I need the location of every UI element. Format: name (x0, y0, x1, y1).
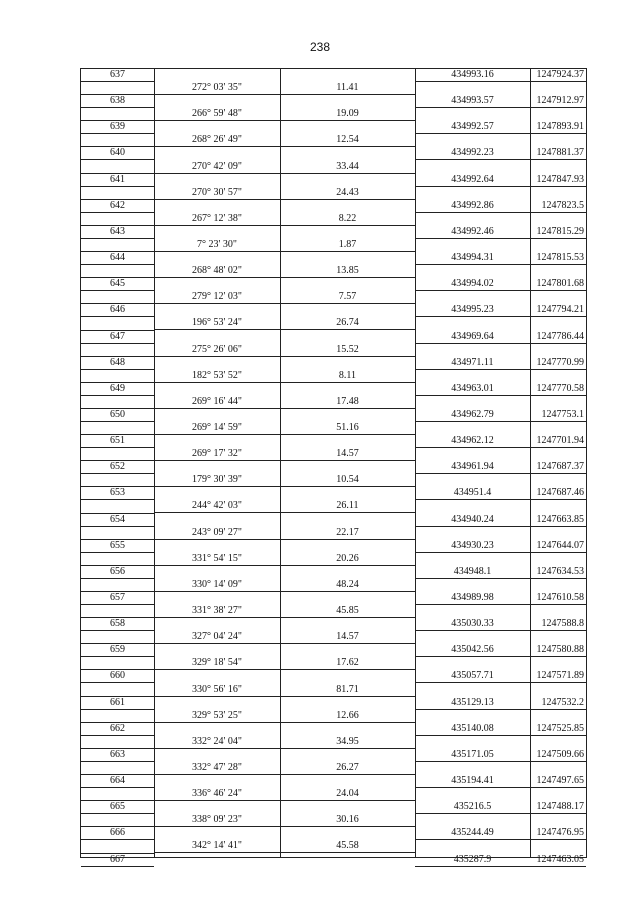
point-y: 1247687.46 (536, 487, 584, 499)
row-divider (81, 356, 154, 357)
point-y: 1247801.68 (536, 278, 584, 290)
segment-distance: 26.27 (336, 761, 359, 773)
point-y: 1247663.85 (536, 513, 584, 525)
segment-distance: 12.66 (336, 709, 359, 721)
row-divider (415, 133, 586, 134)
point-x: 435030.33 (451, 618, 494, 630)
point-id: 649 (110, 382, 125, 394)
segment-distance: 45.58 (336, 840, 359, 852)
row-divider (81, 264, 154, 265)
row-divider (81, 669, 154, 670)
segment-bearing: 331° 38' 27" (192, 605, 242, 617)
segment-bearing: 243° 09' 27" (192, 526, 242, 538)
row-divider (154, 303, 415, 304)
row-divider (154, 722, 415, 723)
segment-bearing: 275° 26' 06" (192, 343, 242, 355)
segment-distance: 20.26 (336, 552, 359, 564)
segment-distance: 81.71 (336, 683, 359, 695)
row-divider (81, 696, 154, 697)
point-y: 1247924.37 (536, 69, 584, 80)
point-x: 434992.46 (451, 225, 494, 237)
row-divider (154, 617, 415, 618)
point-id: 660 (110, 670, 125, 682)
segment-bearing: 342° 14' 41" (192, 840, 242, 852)
row-divider (415, 656, 586, 657)
row-divider (81, 146, 154, 147)
row-divider (154, 696, 415, 697)
point-y: 1247912.97 (536, 95, 584, 107)
row-divider (81, 774, 154, 775)
segment-bearing: 331° 54' 15" (192, 552, 242, 564)
row-divider (81, 800, 154, 801)
segment-bearing: 196° 53' 24" (192, 317, 242, 329)
row-divider (81, 617, 154, 618)
row-divider (415, 107, 586, 108)
segment-bearing: 329° 18' 54" (192, 657, 242, 669)
row-divider (81, 94, 154, 95)
row-divider (154, 251, 415, 252)
segment-distance: 30.16 (336, 814, 359, 826)
row-divider (81, 552, 154, 553)
point-y: 1247753.1 (541, 408, 584, 420)
point-x: 434962.12 (451, 435, 494, 447)
point-x: 434993.16 (451, 69, 494, 80)
row-divider (154, 486, 415, 487)
row-divider (415, 316, 586, 317)
point-id: 650 (110, 408, 125, 420)
segment-bearing: 330° 14' 09" (192, 578, 242, 590)
point-x: 434948.1 (453, 565, 492, 577)
row-divider (81, 277, 154, 278)
point-id: 665 (110, 801, 125, 813)
segment-distance: 12.54 (336, 134, 359, 146)
row-divider (81, 748, 154, 749)
row-divider (81, 722, 154, 723)
row-divider (415, 761, 586, 762)
row-divider (154, 512, 415, 513)
row-divider (415, 421, 586, 422)
row-divider (81, 330, 154, 331)
row-divider (81, 225, 154, 226)
point-x: 434993.57 (451, 95, 494, 107)
row-divider (154, 826, 415, 827)
row-divider (154, 643, 415, 644)
row-divider (81, 238, 154, 239)
segment-distance: 26.11 (336, 500, 359, 512)
segment-distance: 19.09 (336, 108, 359, 120)
row-divider (81, 630, 154, 631)
point-id: 641 (110, 173, 125, 185)
point-y: 1247687.37 (536, 461, 584, 473)
point-id: 657 (110, 592, 125, 603)
row-divider (415, 578, 586, 579)
row-divider (81, 382, 154, 383)
point-x: 435194.41 (451, 775, 494, 787)
point-id: 637 (110, 69, 125, 80)
row-divider (154, 434, 415, 435)
point-id: 656 (110, 565, 125, 577)
segment-bearing: 270° 42' 09" (192, 160, 242, 172)
row-divider (154, 591, 415, 592)
point-id: 653 (110, 487, 125, 499)
row-divider (154, 120, 415, 121)
point-x: 434989.98 (451, 592, 494, 603)
point-id: 652 (110, 461, 125, 473)
point-x: 435216.5 (453, 801, 492, 813)
point-id: 644 (110, 252, 125, 264)
point-x: 434992.23 (451, 147, 494, 159)
point-x: 435287.9 (453, 853, 492, 865)
point-y: 1247847.93 (536, 173, 584, 185)
point-y: 1247610.58 (536, 592, 584, 603)
point-id: 646 (110, 304, 125, 316)
point-id: 661 (110, 696, 125, 708)
point-y: 1247770.58 (536, 382, 584, 394)
row-divider (154, 277, 415, 278)
segment-bearing: 269° 17' 32" (192, 448, 242, 460)
row-divider (415, 395, 586, 396)
row-divider (81, 578, 154, 579)
point-y: 1247588.8 (541, 618, 584, 630)
point-x: 434992.64 (451, 173, 494, 185)
row-divider (81, 604, 154, 605)
segment-bearing: 179° 30' 39" (192, 474, 242, 486)
point-y: 1247634.53 (536, 565, 584, 577)
point-id: 658 (110, 618, 125, 630)
segment-distance: 26.74 (336, 317, 359, 329)
row-divider (154, 539, 415, 540)
row-divider (81, 839, 154, 840)
point-y: 1247786.44 (536, 330, 584, 342)
row-divider (154, 173, 415, 174)
point-y: 1247815.53 (536, 252, 584, 264)
point-id: 664 (110, 775, 125, 787)
point-x: 434971.11 (451, 356, 494, 368)
point-y: 1247770.99 (536, 356, 584, 368)
segment-bearing: 270° 30' 57" (192, 186, 242, 198)
segment-distance: 7.57 (338, 291, 357, 303)
row-divider (81, 787, 154, 788)
row-divider (81, 813, 154, 814)
row-divider (415, 604, 586, 605)
segment-bearing: 332° 24' 04" (192, 735, 242, 747)
segment-bearing: 327° 04' 24" (192, 631, 242, 643)
row-divider (154, 408, 415, 409)
row-divider (81, 81, 154, 82)
segment-bearing: 336° 46' 24" (192, 788, 242, 800)
point-y: 1247823.5 (541, 199, 584, 211)
segment-bearing: 329° 53' 25" (192, 709, 242, 721)
point-y: 1247463.05 (536, 853, 584, 865)
segment-distance: 48.24 (336, 578, 359, 590)
segment-distance: 14.57 (336, 448, 359, 460)
row-divider (415, 81, 586, 82)
point-id: 639 (110, 121, 125, 133)
row-divider (81, 303, 154, 304)
row-divider (154, 852, 415, 853)
point-y: 1247488.17 (536, 801, 584, 813)
row-divider (154, 356, 415, 357)
segment-distance: 14.57 (336, 631, 359, 643)
row-divider (81, 395, 154, 396)
point-id: 655 (110, 539, 125, 551)
row-divider (81, 513, 154, 514)
row-divider (81, 486, 154, 487)
row-divider (81, 866, 154, 867)
row-divider (154, 774, 415, 775)
row-divider (81, 447, 154, 448)
point-x: 435171.05 (451, 748, 494, 760)
point-y: 1247497.65 (536, 775, 584, 787)
row-divider (415, 813, 586, 814)
row-divider (81, 212, 154, 213)
segment-distance: 13.85 (336, 265, 359, 277)
row-divider (81, 369, 154, 370)
segment-bearing: 279° 12' 03" (192, 291, 242, 303)
segment-distance: 33.44 (336, 160, 359, 172)
row-divider (415, 159, 586, 160)
row-divider (415, 787, 586, 788)
segment-bearing: 272° 03' 35" (192, 82, 242, 94)
segment-bearing: 268° 26' 49" (192, 134, 242, 146)
row-divider (81, 316, 154, 317)
row-divider (415, 264, 586, 265)
row-divider (81, 499, 154, 500)
point-id: 642 (110, 199, 125, 211)
row-divider (154, 199, 415, 200)
segment-distance: 24.04 (336, 788, 359, 800)
segment-bearing: 266° 59' 48" (192, 108, 242, 120)
row-divider (415, 552, 586, 553)
segment-distance: 11.41 (336, 82, 359, 94)
row-divider (81, 643, 154, 644)
point-id: 640 (110, 147, 125, 159)
row-divider (81, 460, 154, 461)
point-x: 434940.24 (451, 513, 494, 525)
row-divider (415, 238, 586, 239)
row-divider (415, 866, 586, 867)
row-divider (415, 290, 586, 291)
page-number: 238 (309, 40, 331, 54)
row-divider (154, 94, 415, 95)
segment-distance: 34.95 (336, 735, 359, 747)
row-divider (81, 199, 154, 200)
segment-distance: 17.48 (336, 395, 359, 407)
point-y: 1247571.89 (536, 670, 584, 682)
row-divider (415, 186, 586, 187)
segment-distance: 51.16 (336, 422, 359, 434)
segment-bearing: 182° 53' 52" (192, 369, 242, 381)
point-id: 643 (110, 225, 125, 237)
row-divider (81, 434, 154, 435)
point-id: 666 (110, 827, 125, 839)
segment-distance: 24.43 (336, 186, 359, 198)
segment-distance: 10.54 (336, 474, 359, 486)
point-x: 434969.64 (451, 330, 494, 342)
row-divider (81, 251, 154, 252)
row-divider (81, 120, 154, 121)
segment-distance: 15.52 (336, 343, 359, 355)
point-y: 1247644.07 (536, 539, 584, 551)
row-divider (81, 107, 154, 108)
row-divider (154, 329, 415, 330)
row-divider (154, 460, 415, 461)
row-divider (81, 735, 154, 736)
row-divider (81, 133, 154, 134)
row-divider (415, 709, 586, 710)
segment-bearing: 268° 48' 02" (192, 265, 242, 277)
point-y: 1247701.94 (536, 435, 584, 447)
point-x: 434962.79 (451, 408, 494, 420)
point-y: 1247881.37 (536, 147, 584, 159)
point-x: 434994.31 (451, 252, 494, 264)
row-divider (415, 630, 586, 631)
row-divider (415, 735, 586, 736)
point-y: 1247893.91 (536, 121, 584, 133)
row-divider (154, 800, 415, 801)
segment-bearing: 244° 42' 03" (192, 500, 242, 512)
row-divider (415, 369, 586, 370)
row-divider (154, 382, 415, 383)
point-y: 1247525.85 (536, 722, 584, 734)
segment-bearing: 267° 12' 38" (192, 212, 242, 224)
row-divider (415, 499, 586, 500)
point-id: 654 (110, 513, 125, 525)
point-y: 1247794.21 (536, 304, 584, 316)
row-divider (81, 421, 154, 422)
segment-distance: 8.22 (338, 212, 357, 224)
row-divider (81, 761, 154, 762)
point-x: 434951.4 (453, 487, 492, 499)
point-y: 1247580.88 (536, 644, 584, 656)
segment-bearing: 332° 47' 28" (192, 761, 242, 773)
point-y: 1247815.29 (536, 225, 584, 237)
point-id: 667 (110, 853, 125, 865)
row-divider (415, 839, 586, 840)
segment-bearing: 330° 56' 16" (192, 683, 242, 695)
point-y: 1247532.2 (541, 696, 584, 708)
segment-bearing: 269° 14' 59" (192, 422, 242, 434)
point-x: 434994.02 (451, 278, 494, 290)
point-x: 434995.23 (451, 304, 494, 316)
row-divider (81, 526, 154, 527)
row-divider (154, 146, 415, 147)
segment-distance: 17.62 (336, 657, 359, 669)
row-divider (81, 565, 154, 566)
point-id: 647 (110, 330, 125, 342)
point-id: 638 (110, 95, 125, 107)
point-x: 435057.71 (451, 670, 494, 682)
point-id: 659 (110, 644, 125, 656)
point-x: 434992.86 (451, 199, 494, 211)
row-divider (415, 526, 586, 527)
point-id: 651 (110, 435, 125, 447)
point-id: 662 (110, 722, 125, 734)
point-x: 434992.57 (451, 121, 494, 133)
point-x: 435244.49 (451, 827, 494, 839)
point-x: 434961.94 (451, 461, 494, 473)
segment-distance: 45.85 (336, 605, 359, 617)
row-divider (81, 853, 154, 854)
segment-distance: 22.17 (336, 526, 359, 538)
row-divider (81, 656, 154, 657)
row-divider (81, 186, 154, 187)
row-divider (81, 408, 154, 409)
row-divider (81, 159, 154, 160)
row-divider (81, 343, 154, 344)
point-y: 1247476.95 (536, 827, 584, 839)
segment-bearing: 269° 16' 44" (192, 395, 242, 407)
row-divider (415, 343, 586, 344)
point-y: 1247509.66 (536, 748, 584, 760)
point-x: 434930.23 (451, 539, 494, 551)
row-divider (415, 447, 586, 448)
table-bottom-border (81, 857, 586, 858)
row-divider (154, 565, 415, 566)
row-divider (415, 473, 586, 474)
segment-bearing: 7° 23' 30" (197, 238, 237, 250)
point-id: 648 (110, 356, 125, 368)
segment-distance: 1.87 (338, 238, 357, 250)
segment-bearing: 338° 09' 23" (192, 814, 242, 826)
row-divider (81, 682, 154, 683)
point-x: 435042.56 (451, 644, 494, 656)
coordinate-table (80, 68, 587, 865)
row-divider (154, 748, 415, 749)
row-divider (415, 682, 586, 683)
row-divider (81, 591, 154, 592)
row-divider (81, 826, 154, 827)
row-divider (81, 290, 154, 291)
row-divider (81, 709, 154, 710)
segment-distance: 8.11 (338, 369, 357, 381)
row-divider (154, 669, 415, 670)
row-divider (81, 539, 154, 540)
point-x: 435129.13 (451, 696, 494, 708)
point-x: 434963.01 (451, 382, 494, 394)
row-divider (415, 212, 586, 213)
row-divider (81, 473, 154, 474)
row-divider (154, 225, 415, 226)
point-x: 435140.08 (451, 722, 494, 734)
point-id: 645 (110, 278, 125, 290)
row-divider (81, 173, 154, 174)
point-id: 663 (110, 748, 125, 760)
